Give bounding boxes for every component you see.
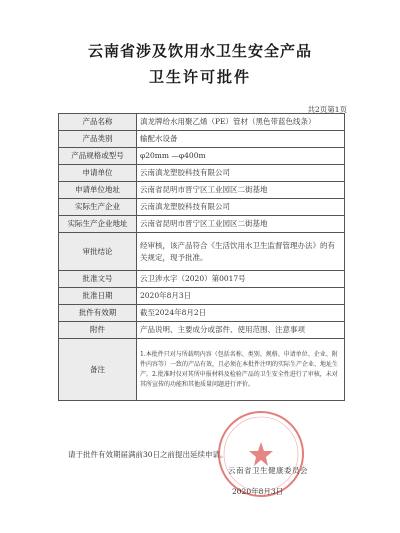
permit-details-table: [58, 113, 345, 401]
table-row: [59, 131, 345, 148]
document-title-line2: 卫生许可批件: [148, 68, 251, 86]
table-row: [59, 216, 345, 233]
table-row: [59, 233, 345, 271]
table-row: [59, 148, 345, 165]
row-label-remarks: 备注: [59, 339, 137, 401]
document-title-line1: 云南省涉及饮用水卫生安全产品: [87, 42, 312, 60]
row-label-attachments: 附件: [59, 322, 137, 339]
row-value-approval-date: 2020年8月3日: [137, 288, 345, 305]
page-indicator: 共2页第1页: [307, 105, 347, 114]
row-value-product-spec: φ20mm —φ400m: [137, 148, 345, 165]
table-row: [59, 199, 345, 216]
issue-date: 2020年8月3日: [232, 487, 284, 496]
row-value-applicant: 云南滇龙塑胶科技有限公司: [137, 165, 345, 182]
table-row: [59, 182, 345, 199]
row-label-approval-number: 批准文号: [59, 271, 137, 288]
row-value-product-category: 输配水设备: [137, 131, 345, 148]
row-label-product-spec: 产品规格或型号: [59, 148, 137, 165]
row-value-approval-number: 云卫涉水字（2020）第0017号: [137, 271, 345, 288]
row-label-manufacturer-address: 实际生产企业地址: [59, 216, 137, 233]
row-label-product-category: 产品类别: [59, 131, 137, 148]
row-value-manufacturer: 云南滇龙塑胶科技有限公司: [137, 199, 345, 216]
table-row: [59, 305, 345, 322]
row-label-applicant-address: 申请单位地址: [59, 182, 137, 199]
row-label-approval-conclusion: 审批结论: [59, 233, 137, 271]
table-row: [59, 165, 345, 182]
row-value-product-name: 滇龙牌给水用聚乙烯（PE）管材（黑色带蓝色线条）: [137, 114, 345, 131]
row-value-remarks: 1.本批件只对与所载明内容（包括名称、类别、规格、申请单位、企业、附件内容等）一致的产品有效，且必须在本批件注明的实际生产企业、地址生产。2.批准时仅对其所申报材料及检验产品的卫生安全性进行了审核，未对其所宣传的功能和其他质量问题进行评价。: [137, 339, 345, 401]
table-row: [59, 114, 345, 131]
table-row: [59, 322, 345, 339]
row-label-applicant: 申请单位: [59, 165, 137, 182]
row-value-validity: 截至2024年8月2日: [137, 305, 345, 322]
row-value-attachments: 产品说明、主要成分或部件、使用范围、注意事项: [137, 322, 345, 339]
table-row: [59, 339, 345, 401]
table-row: [59, 288, 345, 305]
issuing-authority: 云南省卫生健康委员会: [228, 466, 308, 475]
row-label-manufacturer: 实际生产企业: [59, 199, 137, 216]
row-value-applicant-address: 云南省昆明市晋宁区工业园区二街基地: [137, 182, 345, 199]
renewal-note: 请于批件有效期届满前30日之前提出延续申请。: [68, 450, 228, 459]
table-row: [59, 271, 345, 288]
row-value-approval-conclusion: 经审核，该产品符合《生活饮用水卫生监督管理办法》的有关规定，现予批准。: [137, 233, 345, 271]
row-label-validity: 批件有效期: [59, 305, 137, 322]
row-value-manufacturer-address: 云南省昆明市晋宁区工业园区二街基地: [137, 216, 345, 233]
row-label-approval-date: 批准日期: [59, 288, 137, 305]
row-label-product-name: 产品名称: [59, 114, 137, 131]
